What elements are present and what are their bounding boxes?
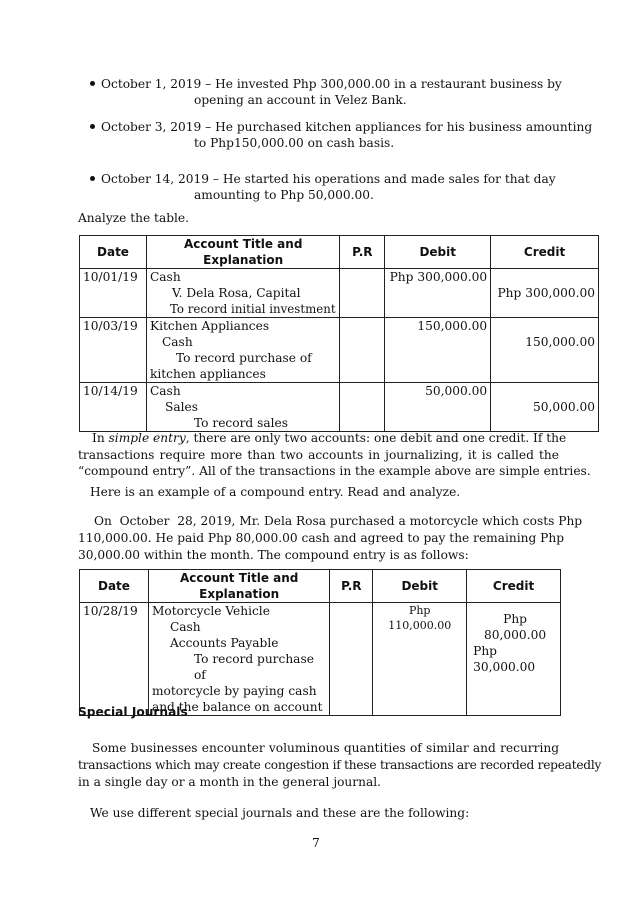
cell-credit: Php 80,000.00 Php 30,000.00: [467, 603, 561, 716]
cell-credit: Php 300,000.00: [491, 269, 599, 318]
bullet-2-cont: to Php150,000.00 on cash basis.: [194, 136, 395, 150]
compound-paragraph: On October 28, 2019, Mr. Dela Rosa purchased a motorcycle which costs Php 110,000.00. He paid Php 80,000.00 cash and agreed to pay the remaining Php 30,000.00 within the month. The compound entry is as follows:: [78, 514, 583, 562]
header-credit: Credit: [491, 236, 599, 269]
compound-intro: Here is an example of a compound entry. Read and analyze.: [90, 485, 461, 499]
header-account-title: Account Title and Explanation: [148, 570, 329, 603]
bullet-3-cont: amounting to Php 50,000.00.: [194, 188, 374, 202]
table-row: [80, 383, 599, 432]
cell-debit: 50,000.00: [385, 383, 491, 432]
special-journals-list-intro: We use different special journals and these are the following:: [90, 806, 470, 820]
cell-pr: [340, 269, 385, 318]
journal-table-simple: [79, 235, 599, 432]
page-number: 7: [312, 836, 320, 850]
bullet-dot-icon: [90, 81, 95, 86]
bullet-dot-icon: [90, 124, 95, 129]
table-row: [80, 269, 599, 318]
bullet-dot-icon: [90, 176, 95, 181]
table-row: [80, 318, 599, 383]
analyze-text: Analyze the table.: [78, 211, 189, 225]
bullet-2: October 3, 2019 – He purchased kitchen appliances for his business amounting: [90, 120, 592, 134]
cell-debit: Php 110,000.00: [373, 603, 467, 716]
cell-date: 10/14/19: [80, 383, 147, 432]
cell-account: Kitchen Appliances Cash To record purchase of kitchen appliances: [146, 318, 339, 383]
bullet-1-cont: opening an account in Velez Bank.: [194, 93, 407, 107]
cell-date: 10/28/19: [80, 603, 149, 716]
cell-credit: 50,000.00: [491, 383, 599, 432]
special-journals-paragraph: Some businesses encounter voluminous quantities of similar and recurring transactions which may create congestion if these transactions are recorded repeatedly in a single day or a month in the general journal.: [78, 741, 602, 789]
cell-date: 10/03/19: [80, 318, 147, 383]
cell-debit: Php 300,000.00: [385, 269, 491, 318]
header-debit: Debit: [385, 236, 491, 269]
header-pr: P.R: [330, 570, 373, 603]
header-date: Date: [80, 236, 147, 269]
bullet-1: October 1, 2019 – He invested Php 300,000.00 in a restaurant business by: [90, 77, 560, 91]
special-journals-heading: Special Journals: [78, 705, 188, 719]
header-pr: P.R: [340, 236, 385, 269]
cell-account: Motorcycle Vehicle Cash Accounts Payable To record purchase of motorcycle by paying cash and the balance on account: [148, 603, 329, 716]
cell-account: Cash Sales To record sales: [146, 383, 339, 432]
bullet-3: October 14, 2019 – He started his operations and made sales for that day: [90, 172, 556, 186]
simple-entry-paragraph: In simple entry, there are only two accounts: one debit and one credit. If the transactions require more than two accounts in journalizing, it is called the “compound entry”. All of the transactions in the example above are simple entries.: [78, 431, 591, 478]
header-account-title: Account Title and Explanation: [146, 236, 339, 269]
table-header-row: [80, 236, 599, 269]
header-date: Date: [80, 570, 149, 603]
cell-date: 10/01/19: [80, 269, 147, 318]
cell-pr: [330, 603, 373, 716]
cell-credit: 150,000.00: [491, 318, 599, 383]
cell-pr: [340, 318, 385, 383]
cell-pr: [340, 383, 385, 432]
cell-debit: 150,000.00: [385, 318, 491, 383]
table-header-row: [80, 570, 561, 603]
cell-account: Cash V. Dela Rosa, Capital To record initial investment: [146, 269, 339, 318]
header-credit: Credit: [467, 570, 561, 603]
journal-table-compound: [79, 569, 561, 716]
table-row: [80, 603, 561, 716]
header-debit: Debit: [373, 570, 467, 603]
